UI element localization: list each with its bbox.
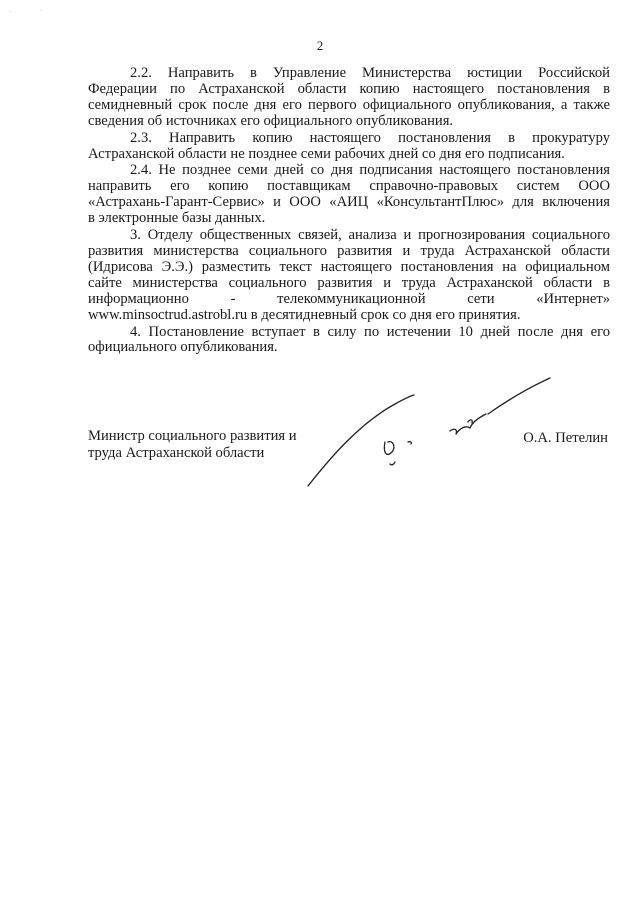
text-line: развития министерства социального развития и труда Астраханской области — [88, 242, 610, 259]
paragraph-2-2 — [88, 66, 610, 130]
signatory-title — [88, 428, 318, 462]
paragraph-4 — [88, 325, 610, 357]
paragraph-2-3 — [88, 131, 610, 163]
text-line: «Астрахань-Гарант-Сервис» и ООО «АИЦ «КонсультантПлюс» для включения — [88, 194, 610, 211]
document-body — [88, 66, 610, 357]
text-line: сайте министерства социального развития и труда Астраханской области в — [88, 274, 610, 291]
text-line: (Идрисова Э.Э.) разместить текст настоящего постановления на официальном — [88, 258, 610, 275]
text-line: 2.4. Не позднее семи дней со дня подписания настоящего постановления — [130, 162, 610, 179]
paragraph-2-4 — [88, 163, 610, 227]
text-line: Федерации по Астраханской области копию настоящего постановления в — [88, 80, 610, 97]
signatory-name: О.А. Петелин — [523, 430, 608, 446]
paragraph-3 — [88, 228, 610, 323]
text-line: 2.3. Направить копию настоящего постановления в прокуратуру — [130, 129, 610, 146]
text-line: сведения об источниках его официального опубликования. — [88, 112, 454, 129]
text-line: Астраханской области не позднее семи рабочих дней со дня его подписания. — [88, 145, 565, 162]
text-line: 4. Постановление вступает в силу по истечении 10 дней после дня его — [130, 323, 610, 340]
text-line: www.minsoctrud.astrobl.ru в десятидневный срок со дня его принятия. — [88, 306, 521, 323]
signatory-title-line: труда Астраханской области — [88, 445, 265, 461]
text-line: направить его копию поставщикам справочно-правовых систем ООО — [88, 178, 610, 195]
scan-speck: . — [10, 8, 12, 14]
text-line: 2.2. Направить в Управление Министерства юстиции Российской — [130, 65, 610, 81]
text-line: 3. Отделу общественных связей, анализа и прогнозирования социального — [130, 227, 610, 244]
scan-speck: · — [40, 8, 42, 14]
handwritten-signature — [300, 368, 560, 498]
signatory-title-line: Министр социального развития и — [88, 428, 297, 444]
text-line: официального опубликования. — [88, 339, 278, 356]
text-line: информационно - телекоммуникационной сети «Интернет» — [88, 290, 610, 307]
text-line: семидневный срок после дня его первого официального опубликования, а также — [88, 96, 610, 113]
page-number: 2 — [316, 38, 324, 53]
text-line: в электронные базы данных. — [88, 210, 266, 227]
